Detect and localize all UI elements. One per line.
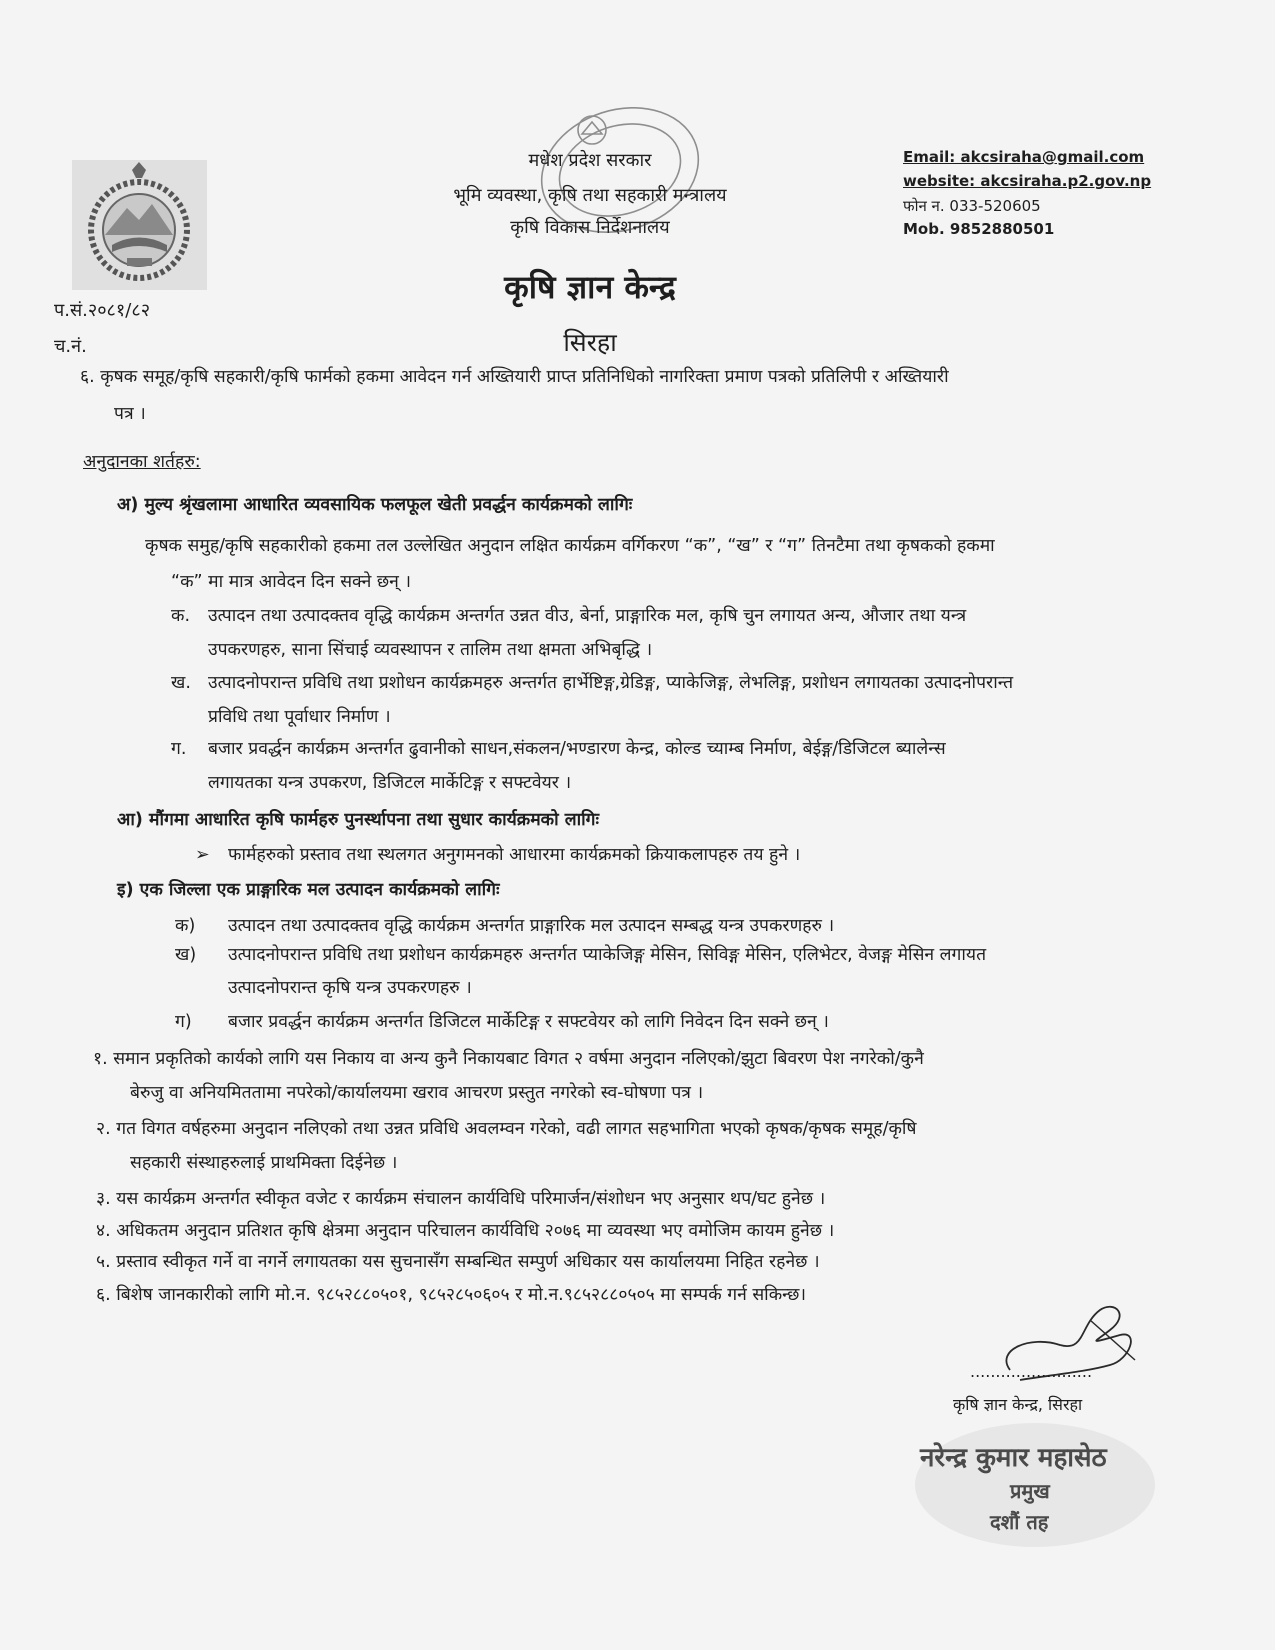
- nepal-emblem-logo: [72, 160, 207, 290]
- office-city: सिरहा: [563, 328, 617, 357]
- dispatch-number: च.नं.: [54, 336, 87, 357]
- numbered-item-1-line-1: १. समान प्रकृतिको कार्यको लागि यस निकाय वा अन्य कुनै निकायबाट विगत २ वर्षमा अनुदान नलिएको/झुटा बिवरण पेश नगरेको/कुनै: [93, 1049, 924, 1069]
- contact-website: website: akcsiraha.p2.gov.np: [903, 172, 1152, 190]
- item-ka-label: क.: [171, 606, 191, 626]
- item-i-ka: उत्पादन तथा उत्पादक्तव वृद्धि कार्यक्रम अन्तर्गत प्राङ्गारिक मल उत्पादन सम्बद्ध यन्त्र उपकरणहरु ।: [228, 916, 835, 936]
- item-i-ka-label: क): [175, 916, 196, 936]
- item-ka-line-1: उत्पादन तथा उत्पादक्तव वृद्धि कार्यक्रम अन्तर्गत उन्नत वीउ, बेर्ना, प्राङ्गारिक मल, कृषि चुन लगायत अन्य, औजार तथा यन्त्र: [208, 606, 967, 626]
- section-aa-heading: आ) मौंगमा आधारित कृषि फार्महरु पुनर्स्थापना तथा सुधार कार्यक्रमको लागिः: [117, 810, 600, 830]
- numbered-item-2-line-1: २. गत विगत वर्षहरुमा अनुदान नलिएको तथा उन्नत प्रविधि अवलम्वन गरेको, वढी लागत सहभागिता भएको कृषक/कृषक समूह/कृषि: [96, 1119, 917, 1139]
- section-i-heading: इ) एक जिल्ला एक प्राङ्गारिक मल उत्पादन कार्यक्रमको लागिः: [117, 880, 500, 900]
- header-ministry: भूमि व्यवस्था, कृषि तथा सहकारी मन्त्रालय: [453, 185, 727, 206]
- contact-email: Email: akcsiraha@gmail.com: [903, 148, 1145, 166]
- bullet-arrow-icon: ➢: [195, 845, 210, 865]
- header-directorate: कृषि विकास निर्देशनालय: [510, 217, 670, 238]
- item-ga-label: ग.: [171, 739, 187, 759]
- item-i-kha-label: ख): [175, 945, 197, 965]
- section-aa-bullet: फार्महरुको प्रस्ताव तथा स्थलगत अनुगमनको आधारमा कार्यक्रमको क्रियाकलापहरु तय हुने ।: [228, 845, 801, 865]
- seal-name: नरेन्द्र कुमार महासेठ: [920, 1443, 1107, 1473]
- item-ga-line-1: बजार प्रवर्द्धन कार्यक्रम अन्तर्गत ढुवानीको साधन,संकलन/भण्डारण केन्द्र, कोल्ड च्याम्ब निर्माण, बेईङ्ग/डिजिटल ब्यालेन्स: [208, 739, 946, 759]
- office-title: कृषि ज्ञान केन्द्र: [504, 268, 676, 306]
- item-6-line-1: ६. कृषक समूह/कृषि सहकारी/कृषि फार्मको हकमा आवेदन गर्न अख्तियारी प्राप्त प्रतिनिधिको नागरिक्ता प्रमाण पत्रको प्रतिलिपी र अख्तियारी: [80, 367, 949, 387]
- emblem-graphic: [72, 160, 207, 290]
- item-kha-line-1: उत्पादनोपरान्त प्रविधि तथा प्रशोधन कार्यक्रमहरु अन्तर्गत हार्भेष्टिङ्ग,ग्रेडिङ्ग, प्याकेजिङ्ग, लेभलिङ्ग, प्रशोधन लगायतका उत्पादनोपरान्त: [208, 673, 1014, 693]
- numbered-item-4: ४. अधिकतम अनुदान प्रतिशत कृषि क्षेत्रमा अनुदान परिचालन कार्यविधि २०७६ मा व्यवस्था भए वमोजिम कायम हुनेछ ।: [96, 1221, 835, 1241]
- item-i-ga-label: ग): [175, 1012, 192, 1032]
- conditions-heading: अनुदानका शर्तहरु:: [83, 452, 201, 472]
- numbered-item-5: ५. प्रस्ताव स्वीकृत गर्ने वा नगर्ने लगायतका यस सुचनासँग सम्बन्धित सम्पुर्ण अधिकार यस कार्यालयमा निहित रहनेछ ।: [96, 1252, 820, 1272]
- item-kha-label: ख.: [171, 673, 191, 693]
- signature-office: कृषि ज्ञान केन्द्र, सिरहा: [953, 1395, 1083, 1414]
- header-government: मधेश प्रदेश सरकार: [528, 150, 652, 171]
- numbered-item-3: ३. यस कार्यक्रम अन्तर्गत स्वीकृत वजेट र कार्यक्रम संचालन कार्यविधि परिमार्जन/संशोधन भए अनुसार थप/घट हुनेछ ।: [96, 1189, 826, 1209]
- numbered-item-2-line-2: सहकारी संस्थाहरुलाई प्राथमिक्ता दिईनेछ ।: [130, 1153, 398, 1173]
- item-i-ga: बजार प्रवर्द्धन कार्यक्रम अन्तर्गत डिजिटल मार्केटिङ्ग र सफ्टवेयर को लागि निवेदन दिन सक्ने छन् ।: [228, 1012, 829, 1032]
- seal-level: दशौं तह: [990, 1510, 1049, 1534]
- item-kha-line-2: प्रविधि तथा पूर्वाधार निर्माण ।: [208, 707, 391, 727]
- section-a-para-line-1: कृषक समुह/कृषि सहकारीको हकमा तल उल्लेखित अनुदान लक्षित कार्यक्रम वर्गिकरण “क”, “ख” र “ग” तिनटैमा तथा कृषकको हकमा: [145, 536, 995, 556]
- item-6-line-2: पत्र ।: [114, 404, 146, 424]
- letter-number: प.सं.२०८१/८२: [54, 300, 151, 321]
- item-i-kha-line-2: उत्पादनोपरान्त कृषि यन्त्र उपकरणहरु ।: [228, 978, 472, 998]
- contact-mobile: Mob. 9852880501: [903, 220, 1055, 238]
- seal-title: प्रमुख: [1010, 1479, 1050, 1503]
- section-a-heading: अ) मुल्य श्रृंखलामा आधारित व्यवसायिक फलफूल खेती प्रवर्द्धन कार्यक्रमको लागिः: [117, 495, 633, 515]
- numbered-item-1-line-2: बेरुजु वा अनियमिततामा नपरेको/कार्यालयमा खराव आचरण प्रस्तुत नगरेको स्व-घोषणा पत्र ।: [130, 1083, 704, 1103]
- item-i-kha-line-1: उत्पादनोपरान्त प्रविधि तथा प्रशोधन कार्यक्रमहरु अन्तर्गत प्याकेजिङ्ग मेसिन, सिविङ्ग मेसिन, एलिभेटर, वेजङ्ग मेसिन लगायत: [228, 945, 987, 965]
- contact-phone: फोन न. 033-520605: [903, 197, 1041, 215]
- item-ka-line-2: उपकरणहरु, साना सिंचाई व्यवस्थापन र तालिम तथा क्षमता अभिबृद्धि ।: [208, 640, 653, 660]
- item-ga-line-2: लगायतका यन्त्र उपकरण, डिजिटल मार्केटिङ्ग र सफ्टवेयर ।: [208, 773, 572, 793]
- section-a-para-line-2: “क” मा मात्र आवेदन दिन सक्ने छन् ।: [171, 572, 412, 592]
- office-stamp: [520, 100, 720, 250]
- signature-dots: ........................: [970, 1362, 1093, 1381]
- numbered-item-6: ६. बिशेष जानकारीको लागि मो.न. ९८५२८८०५०१, ९८५२८५०६०५ र मो.न.९८५२८८०५०५ मा सम्पर्क गर्न सकिन्छ।: [96, 1285, 807, 1305]
- handwritten-signature: [990, 1290, 1150, 1400]
